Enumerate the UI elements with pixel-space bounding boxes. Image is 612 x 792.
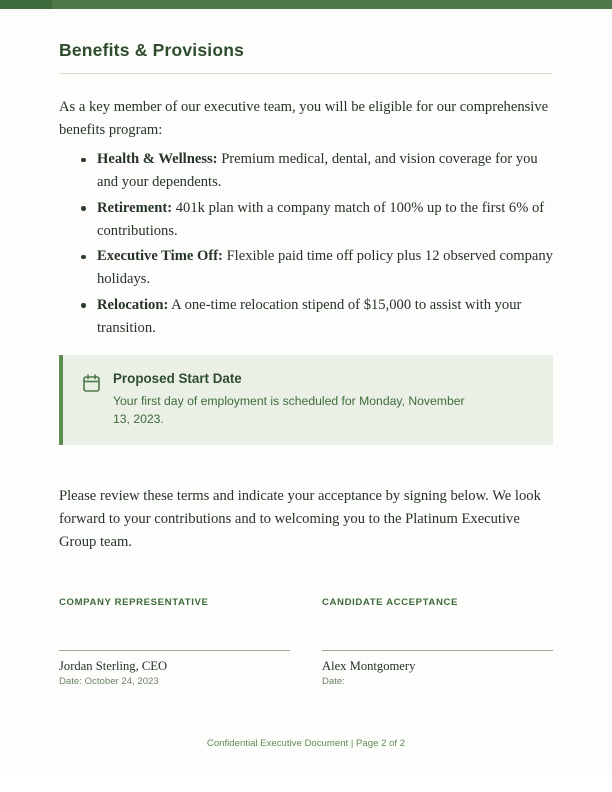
- list-item: [81, 245, 553, 292]
- benefit-text: 401k plan with a company match of 100% up to the first 6% of contributions.: [97, 199, 545, 239]
- benefit-label: Health & Wellness:: [97, 151, 218, 167]
- signature-date: Date:: [322, 676, 345, 687]
- top-accent-band: [0, 0, 612, 9]
- top-accent-band-corner: [0, 0, 52, 9]
- signature-date: Date: October 24, 2023: [59, 676, 159, 687]
- document-body: [59, 40, 553, 342]
- signature-line[interactable]: [59, 650, 290, 651]
- benefit-label: Relocation:: [97, 296, 169, 313]
- start-date-callout: [59, 355, 553, 445]
- signature-block-candidate: [322, 597, 553, 687]
- bottom-margin: [0, 774, 612, 792]
- benefit-label: Executive Time Off:: [97, 248, 223, 265]
- section-intro: As a key member of our executive team, you will be eligible for our comprehensive benefits program:: [59, 99, 549, 138]
- signature-block-company: [59, 597, 290, 687]
- calendar-icon: [83, 374, 100, 392]
- signature-label: CANDIDATE ACCEPTANCE: [322, 597, 459, 608]
- benefit-label: Retirement:: [97, 199, 173, 216]
- benefit-text: A one-time relocation stipend of $15,000 to assist with your transition.: [97, 296, 522, 337]
- signature-area: [59, 597, 553, 687]
- callout-title: Proposed Start Date: [113, 371, 242, 386]
- callout-body: [113, 371, 535, 428]
- list-item: [81, 148, 553, 195]
- page-title: Benefits & Provisions: [59, 40, 553, 74]
- callout-text: Your first day of employment is scheduled for Monday, November 13, 2023.: [113, 394, 465, 426]
- page-footer: Confidential Executive Document | Page 2 of 2: [206, 738, 406, 749]
- list-item: [81, 294, 553, 341]
- signature-name: Jordan Sterling, CEO: [59, 659, 168, 673]
- benefit-text: Flexible paid time off policy plus 12 observed company holidays.: [97, 248, 553, 288]
- benefits-list: [59, 148, 553, 340]
- signature-name: Alex Montgomery: [322, 659, 416, 673]
- signature-line[interactable]: [322, 650, 553, 651]
- list-item: [81, 197, 553, 244]
- signature-label: COMPANY REPRESENTATIVE: [59, 597, 209, 608]
- closing-paragraph: Please review these terms and indicate your acceptance by signing below. We look forward to your contributions and to welcoming you to the Platinum Executive Group team.: [59, 487, 541, 550]
- benefit-text: Premium medical, dental, and vision coverage for you and your dependents.: [97, 151, 538, 191]
